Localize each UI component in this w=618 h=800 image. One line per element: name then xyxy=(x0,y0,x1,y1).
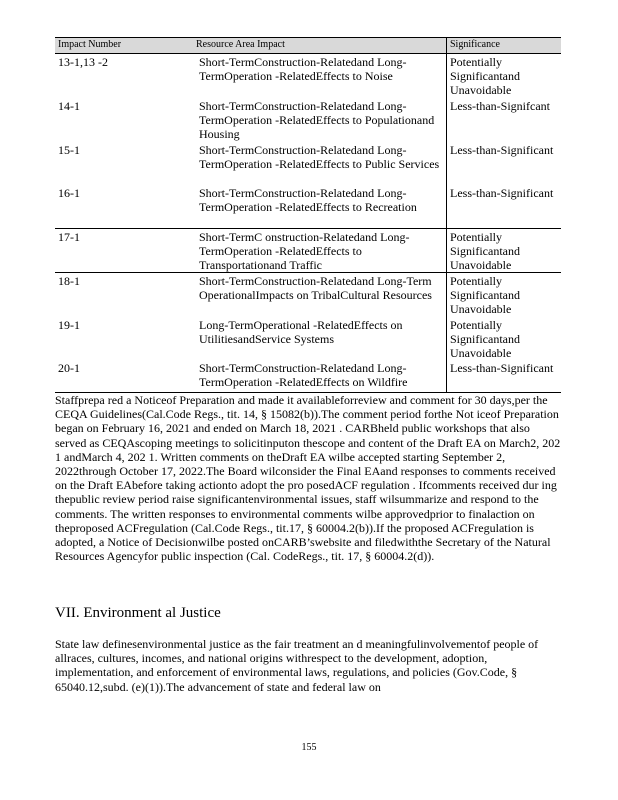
impact-number: 18-1 xyxy=(58,274,80,288)
header-resource-area: Resource Area Impact xyxy=(196,39,285,50)
header-significance: Significance xyxy=(450,39,500,50)
notice-of-preparation-paragraph: Staffprepa red a Noticeof Preparation and made it availableforreview and comment for 30 days,per the CEQA Guidelines(Cal.Code Regs., tit. 14, § 15082(b)).The comment period forthe Not iceof Preparation began on February 16, 2021 and ended on March 18, 2021 . CARBheld public workshops that also served as CEQAscoping meetings to solicitinputon thescope and content of the Draft EA on March2, 202 1 andMarch 4, 202 1. Written comments on theDraft EA wilbe accepted starting September 2, 2022through October 17, 2022.The Board wilconsider the Final EAand responses to comments received on the Draft EAbefore taking actionto adopt the pro posedACF regulation . Ifcomments received dur ing thepublic review period raise significantenvironmental issues, staff wilsummarize and respond to the comments. The written responses to environmental comments wilbe approvedprior to finalaction on theproposed ACFregulation (Cal.Code Regs., tit.17, § 60004.2(b)).If the proposed ACFregulation is adopted, a Notice of Decisionwilbe posted onCARB’swebsite and filedwiththe Secretary of the Natural Resources Agencyfor public inspection (Cal. CodeRegs., tit. 17, § 60004.2(d)). xyxy=(55,393,561,564)
impact-number: 19-1 xyxy=(58,318,80,332)
section-heading: VII. Environment al Justice xyxy=(55,605,221,621)
table-row xyxy=(55,54,561,98)
column-divider xyxy=(446,98,447,142)
impact-significance: Potentially Significantand Unavoidable xyxy=(450,230,520,273)
impact-description: Short-TermConstruction-Relatedand Long-TermOperation -RelatedEffects to Populationand Housing xyxy=(199,99,435,142)
impact-number: 15-1 xyxy=(58,143,80,157)
table-row xyxy=(55,98,561,142)
column-divider xyxy=(446,229,447,272)
impact-number: 13-1,13 -2 xyxy=(58,55,108,69)
impact-significance: Less-than-Significant xyxy=(450,186,554,200)
impact-description: Short-TermConstruction-Relatedand Long-TermOperation -RelatedEffects to Recreation xyxy=(199,186,417,215)
table-row xyxy=(55,185,561,228)
table-row xyxy=(55,360,561,393)
table-row xyxy=(55,228,561,272)
impact-description: Short-TermConstruction-Relatedand Long-TermOperation -RelatedEffects to Noise xyxy=(199,55,407,84)
impact-number: 14-1 xyxy=(58,99,80,113)
impact-significance: Less-than-Signifcant xyxy=(450,99,550,113)
column-divider xyxy=(446,185,447,228)
column-divider xyxy=(446,54,447,98)
header-impact-number: Impact Number xyxy=(58,39,122,50)
column-divider xyxy=(446,360,447,392)
table-row xyxy=(55,317,561,360)
impact-significance: Potentially Significantand Unavoidable xyxy=(450,318,520,361)
impact-significance: Potentially Significantand Unavoidable xyxy=(450,55,520,98)
impact-significance: Potentially Significantand Unavoidable xyxy=(450,274,520,317)
table-row xyxy=(55,142,561,185)
impact-number: 20-1 xyxy=(58,361,80,375)
impact-significance: Less-than-Significant xyxy=(450,143,554,157)
column-divider xyxy=(446,273,447,317)
impact-description: Short-TermConstruction-Relatedand Long-TermOperation -RelatedEffects to Public Services xyxy=(199,143,440,172)
impact-description: Short-TermC onstruction-Relatedand Long-TermOperation -RelatedEffects to Transportationand Traffic xyxy=(199,230,410,273)
impact-table xyxy=(55,37,561,393)
column-divider xyxy=(446,38,447,53)
table-row xyxy=(55,272,561,317)
impact-description: Long-TermOperational -RelatedEffects on UtilitiesandService Systems xyxy=(199,318,403,347)
table-header xyxy=(55,37,561,54)
environmental-justice-paragraph: State law definesenvironmental justice as the fair treatment an d meaningfulinvolvementof people of allraces, cultures, incomes, and national origins withrespect to the development, adoption, implementation, and enforcement of environmental laws, regulations, and policies (Gov.Code, § 65040.12,subd. (e)(1)).The advancement of state and federal law on xyxy=(55,637,539,694)
column-divider xyxy=(446,142,447,185)
impact-description: Short-TermConstruction-Relatedand Long-Term OperationalImpacts on TribalCultural Resources xyxy=(199,274,432,303)
page-number: 155 xyxy=(301,742,317,753)
impact-description: Short-TermConstruction-Relatedand Long-TermOperation -RelatedEffects on Wildfire xyxy=(199,361,408,390)
impact-number: 17-1 xyxy=(58,230,80,244)
impact-number: 16-1 xyxy=(58,186,80,200)
column-divider xyxy=(446,317,447,360)
impact-significance: Less-than-Significant xyxy=(450,361,554,375)
